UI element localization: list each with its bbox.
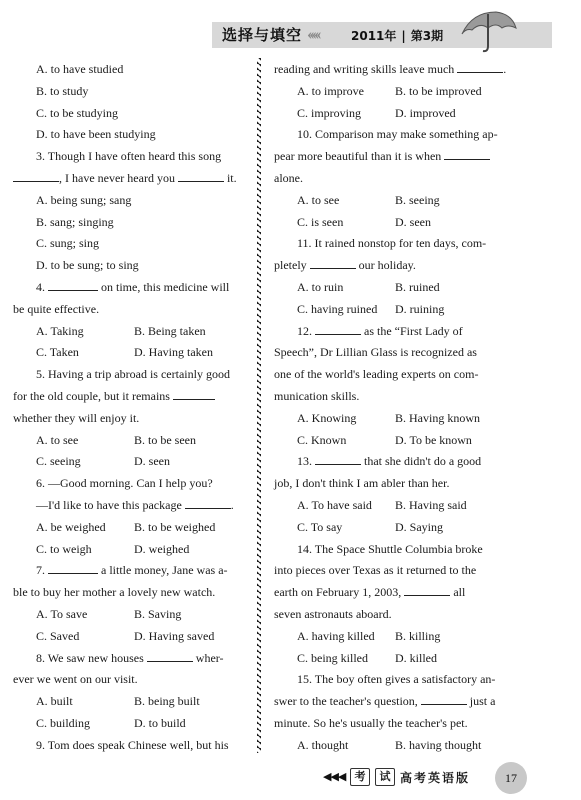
option-row: C. to weigh D. weighed <box>36 541 190 556</box>
arrow-left-icon: ◀◀◀ <box>323 771 346 783</box>
blank <box>178 169 224 182</box>
option-row: A. To have said B. Having said <box>297 497 467 512</box>
question-6: 6. —Good morning. Can I help you? <box>36 476 213 491</box>
question-14-cont: into pieces over Texas as it returned to the <box>274 563 477 578</box>
option-row: A. to see B. seeing <box>297 192 440 207</box>
option-row: C. building D. to build <box>36 715 186 730</box>
question-13: 13. that she didn't do a good <box>297 454 482 469</box>
option-row: A. to ruin B. ruined <box>297 279 440 294</box>
option-line: B. sang; singing <box>36 214 114 229</box>
question-5-cont: whether they will enjoy it. <box>13 410 140 425</box>
option-row: A. To save B. Saving <box>36 606 182 621</box>
option-row: C. seeing D. seen <box>36 454 170 469</box>
question-3-cont: , I have never heard you it. <box>13 168 246 190</box>
option-row: A. be weighed B. to be weighed <box>36 519 216 534</box>
page-header <box>0 0 581 58</box>
question-10-cont: pear more beautiful than it is when <box>274 146 506 168</box>
question-6-cont: —I'd like to have this package . <box>36 497 234 512</box>
option-row: C. Taken D. Having taken <box>36 345 213 360</box>
chevrons-icon: ‹‹‹‹‹ <box>307 26 319 43</box>
blank <box>421 692 467 705</box>
option-row: A. Taking B. Being taken <box>36 323 206 338</box>
option-row: A. to see B. to be seen <box>36 432 196 447</box>
question-14-cont: earth on February 1, 2003, all <box>274 585 466 600</box>
question-10-cont: alone. <box>274 170 303 185</box>
option-row: A. built B. being built <box>36 694 200 709</box>
option-line: A. to have studied <box>36 62 124 76</box>
option-row: C. To say D. Saying <box>297 519 443 534</box>
question-12: 12. as the “First Lady of <box>297 323 463 338</box>
option-row: A. Knowing B. Having known <box>297 410 480 425</box>
option-row: C. having ruined D. ruining <box>297 301 445 316</box>
footer-box-shi: 试 <box>375 768 395 786</box>
question-5: 5. Having a trip abroad is certainly good <box>36 367 230 382</box>
option-row: A. to improve B. to be improved <box>297 83 482 98</box>
question-11-cont: pletely our holiday. <box>274 258 416 273</box>
option-line: A. being sung; sang <box>36 192 132 207</box>
footer-box-kao: 考 <box>350 768 370 786</box>
option-row: A. having killed B. killing <box>297 628 441 643</box>
blank <box>315 452 361 465</box>
page-footer <box>0 760 581 800</box>
issue-year: 2011年 <box>351 29 397 43</box>
question-15: 15. The boy often gives a satisfactory an- <box>297 672 496 687</box>
question-8: 8. We saw new houses wher- <box>36 650 224 665</box>
question-11: 11. It rained nonstop for ten days, com- <box>297 236 487 251</box>
question-10: 10. Comparison may make something ap- <box>297 127 498 142</box>
left-column <box>13 59 246 757</box>
question-5-cont: for the old couple, but it remains <box>13 386 246 408</box>
question-7: 7. a little money, Jane was a- <box>36 563 228 578</box>
question-9: 9. Tom does speak Chinese well, but his <box>36 737 229 752</box>
blank <box>173 387 215 400</box>
option-line: B. to study <box>36 83 89 98</box>
question-8-cont: ever we went on our visit. <box>13 672 138 687</box>
option-line: C. to be studying <box>36 105 119 120</box>
option-row: A. thought B. having thought <box>297 737 482 752</box>
question-9-cont: reading and writing skills leave much . <box>274 62 507 76</box>
question-14-cont: seven astronauts aboard. <box>274 606 392 621</box>
question-7-cont: ble to buy her mother a lovely new watch. <box>13 585 216 600</box>
umbrella-icon <box>458 8 518 54</box>
question-4: 4. on time, this medicine will <box>36 279 230 294</box>
question-15-cont: swer to the teacher's question, just a <box>274 694 496 709</box>
question-15-cont: minute. So he's usually the teacher's pet. <box>274 715 468 730</box>
option-row: C. being killed D. killed <box>297 650 437 665</box>
blank <box>404 583 450 596</box>
question-12-cont: one of the world's leading experts on com- <box>274 367 479 382</box>
footer-edition: 高考英语版 <box>400 771 471 785</box>
option-row: C. Saved D. Having saved <box>36 628 215 643</box>
blank <box>48 278 98 291</box>
option-row: C. Known D. To be known <box>297 432 472 447</box>
option-line: D. to have been studying <box>36 127 156 142</box>
blank <box>315 322 361 335</box>
blank <box>457 60 503 73</box>
question-4-cont: be quite effective. <box>13 301 100 316</box>
option-row: C. is seen D. seen <box>297 214 431 229</box>
blank <box>310 256 356 269</box>
column-divider <box>257 58 261 753</box>
blank <box>13 169 59 182</box>
blank <box>48 561 98 574</box>
issue-info: 2011年 | 第3期 <box>351 29 444 43</box>
option-line: D. to be sung; to sing <box>36 258 139 273</box>
page-number: 17 <box>495 762 527 794</box>
issue-number: 第3期 <box>410 29 444 43</box>
blank <box>444 147 490 160</box>
section-title: 选择与填空 <box>222 26 303 44</box>
option-line: C. sung; sing <box>36 236 100 251</box>
blank <box>185 496 231 509</box>
question-13-cont: job, I don't think I am abler than her. <box>274 476 450 491</box>
right-column <box>274 59 506 757</box>
question-12-cont: munication skills. <box>274 388 360 403</box>
blank <box>147 649 193 662</box>
option-row: C. improving D. improved <box>297 105 456 120</box>
question-3: 3. Though I have often heard this song <box>36 149 222 164</box>
question-12-cont: Speech”, Dr Lillian Glass is recognized as <box>274 345 477 360</box>
question-14: 14. The Space Shuttle Columbia broke <box>297 541 483 556</box>
